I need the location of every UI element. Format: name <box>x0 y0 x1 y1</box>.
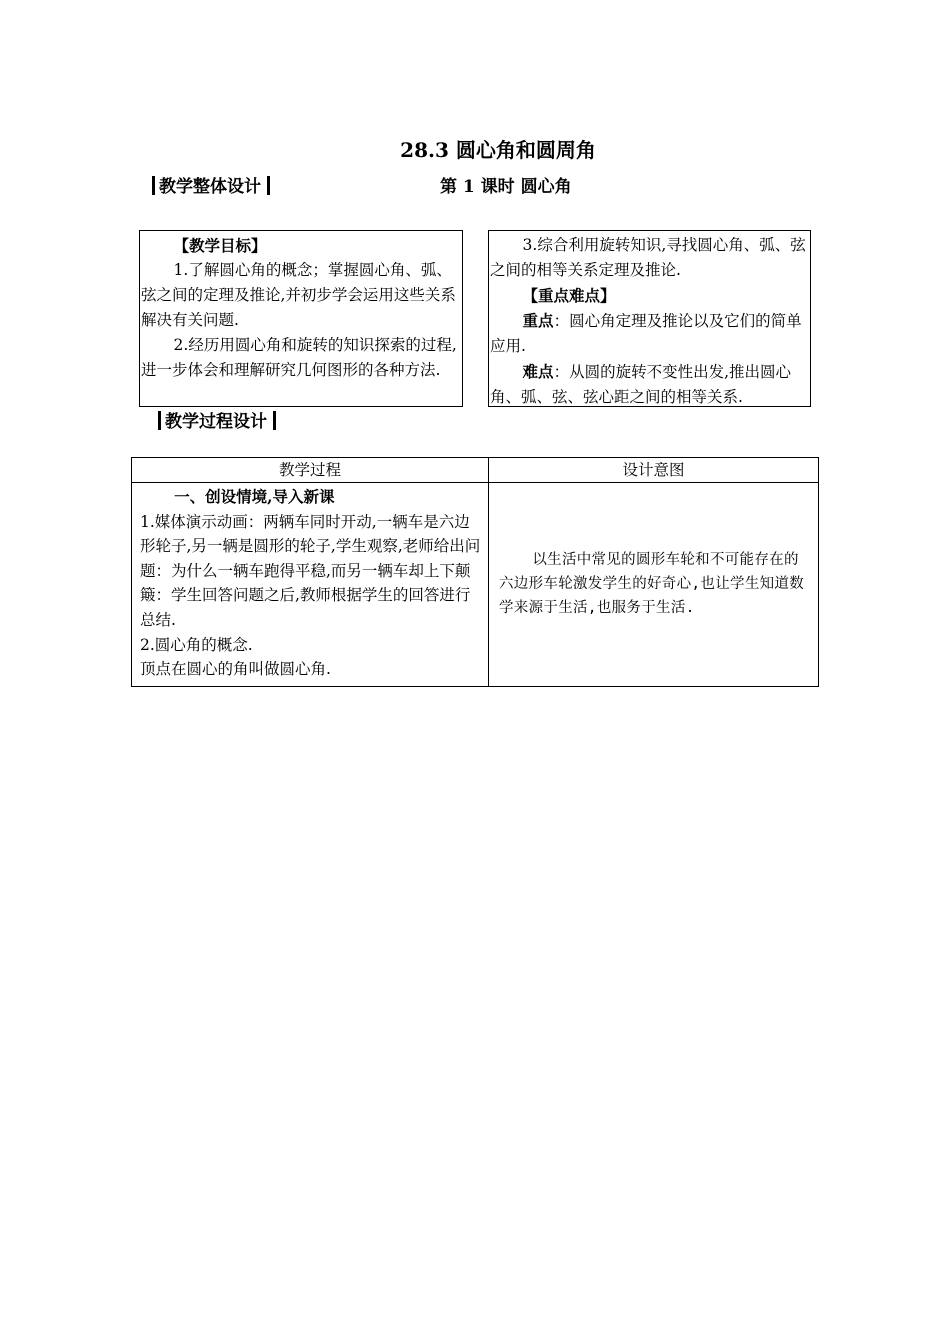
col-header-intent: 设计意图 <box>489 458 819 483</box>
difficulty-point <box>490 359 809 410</box>
overall-design-heading-text: 教学整体设计 <box>159 177 261 197</box>
difficulty-text: ：从圆的旋转不变性出发,推出圆心角、弧、弦、弦心距之间的相等关系. <box>490 363 791 406</box>
heading-bar-left <box>152 176 155 195</box>
objective-item-3: 3.综合利用旋转知识,寻找圆心角、弧、弦之间的相等关系定理及推论. <box>490 236 806 279</box>
process-design-heading-text: 教学过程设计 <box>165 412 267 432</box>
process-design-heading <box>158 410 276 434</box>
process-para-1: 1.媒体演示动画：两辆车同时开动,一辆车是六边形轮子,另一辆是圆形的轮子,学生观察,老师给出问题：为什么一辆车跑得平稳,而另一辆车却上下颠簸：学生回答问题之后,教师根据学生的回答进行总结. <box>140 512 481 629</box>
keypoints-box <box>488 230 811 407</box>
process-para-2: 2.圆心角的概念. <box>140 635 253 654</box>
process-table <box>131 457 819 687</box>
heading-bar-left <box>158 411 161 430</box>
overall-design-heading <box>152 175 270 199</box>
objectives-box <box>139 230 463 407</box>
heading-bar-right <box>267 176 270 195</box>
difficulty-label: 难点 <box>522 362 554 381</box>
objectives-heading: 【教学目标】 <box>173 236 267 255</box>
focus-point <box>490 308 809 359</box>
intent-text: 以生活中常见的圆形车轮和不可能存在的六边形车轮激发学生的好奇心,也让学生知道数学来源于生活,也服务于生活. <box>499 552 805 617</box>
col-header-process: 教学过程 <box>132 458 489 483</box>
keypoints-heading: 【重点难点】 <box>522 286 616 305</box>
lesson-label: 第 1 课时 圆心角 <box>440 177 572 197</box>
table-row <box>132 483 819 687</box>
process-cell <box>132 483 489 687</box>
heading-bar-right <box>273 411 276 430</box>
section-title: 一、创设情境,导入新课 <box>174 487 335 506</box>
table-header-row <box>132 458 819 483</box>
objective-item-1: 1.了解圆心角的概念；掌握圆心角、弧、弦之间的定理及推论,并初步学会运用这些关系解决有关问题. <box>141 261 456 329</box>
process-para-3: 顶点在圆心的角叫做圆心角. <box>140 660 331 679</box>
objective-item-2: 2.经历用圆心角和旋转的知识探索的过程,进一步体会和理解研究几何图形的各种方法. <box>141 336 457 379</box>
focus-text: ：圆心角定理及推论以及它们的简单应用. <box>490 312 802 355</box>
focus-label: 重点 <box>522 311 554 330</box>
intent-cell <box>489 483 819 687</box>
page-title: 28.3 圆心角和圆周角 <box>400 138 596 162</box>
